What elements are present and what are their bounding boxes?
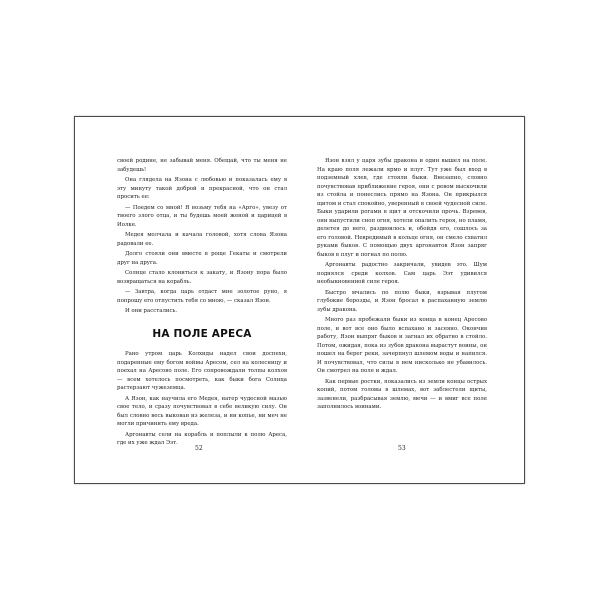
paragraph: Аргонавты радостно закричали, увидев это. Шум поднялся среди колхов. Сам царь Ээт удивился необыкновенной силе героя. — [317, 262, 487, 285]
paragraph: А Язон, как научила его Медея, натер чудесной мазью свое тело, и сразу почувствовал в себе великую силу. Он был словно весь выкован из железа, и ни копье, ни меч не могли причинить ему вреда. — [117, 395, 287, 427]
book-spread — [74, 116, 525, 484]
paragraph: Солнце стало клониться к закату, и Язону пора было возвращаться на корабль. — [117, 270, 287, 285]
paragraph: Медея молчала и качала головой, хотя слова Язона радовали ее. — [117, 232, 287, 247]
paragraph: Язон взял у царя зубы дракона и один вышел на поле. На краю поля лежали ярмо и плуг. Тут уже был вход в подземный хлев, где стояли быки. Внезапно, словно почувствовав приближение героя, они с ревом выскочили из стойла и понеслись прямо на Язона. Он прикрылся щитом и стал спокойно, уверенный в своей чудесной силе. Быки ударили рогами в щит и отскочили прочь. Взревев, они выпустили сноп огня, хотели опалить героя, но пламя, делетея до него, раздвоилось и, обойдя его, сошлось за его головой. Невредимый в кольце огня, он смело схватил руками быков. С помощью двух аргонавтов Язон запряг быков в плуг и погнал по полю. — [317, 158, 487, 258]
paragraph: И они расстались. — [125, 308, 178, 314]
paragraph: Долго стояли они вместе в роще Гекаты и смотрели друг на друга. — [117, 251, 287, 266]
paragraph: — Поедем со мной! Я возьму тебя на «Арго», увезу от твоего злого отца, и ты будешь моей женой и царицей в Иолке. — [117, 204, 287, 228]
paragraph: Много раз пробежали быки из конца в конец Аресово поле, и вот все оно было вспахано и засеяно. Окончив работу, Язон выпряг быков и загнал их обратно в стойло. Потом, ожидая, пока из зубов дракона вырастут воины, он пошел на берег реки, зачерпнул шлемом воды и напился. И почувствовал, что силы в нем нисколько не убавилось. Он смотрел на поле и ждал. — [317, 317, 487, 374]
paragraph: Как первые ростки, показались из земли концы острых копий, потом головы в шлемах, вот заблестели щиты, зазвенели, разбрасывая землю, мечи — и вмиг все поле заполнилось воинами. — [317, 378, 487, 410]
paragraph: Аргонавты сели на корабль и поплыли к полю Ареса, где их уже ждал Ээт. — [117, 431, 287, 446]
paragraph: Она глядела на Язона с любовью и показалась ему в эту минуту такой доброй и прекрасной, что он стал просить ее: — [117, 177, 287, 200]
page-number-left: 52 — [195, 445, 203, 452]
paragraph: Рано утром царь Колхиды надел свои доспехи, подаренные ему богом войны Аресом, сел на колесницу и поехал на Аресово поле. Его сопровождали толпы колхов — всем хотелось посмотреть, как быки бога Солнца растерзают чужеземца. — [117, 351, 287, 391]
right-page — [317, 157, 487, 414]
paragraph: Быстро мчались по полю быки, взрывая плугом глубокие борозды, и Язон бросал в распаханную землю зубы дракона. — [317, 289, 487, 313]
paragraph: своей родине, не забывай меня. Обещай, что ты меня не забудешь! — [117, 158, 287, 173]
page-number-right: 53 — [398, 445, 406, 452]
paragraph: — Завтра, когда царь отдаст мне золотое руно, я попрошу его отпустить тебя со мною, — сказал Язон. — [117, 289, 287, 304]
chapter-heading: НА ПОЛЕ АРЕСА — [152, 327, 252, 340]
left-page — [117, 157, 287, 450]
